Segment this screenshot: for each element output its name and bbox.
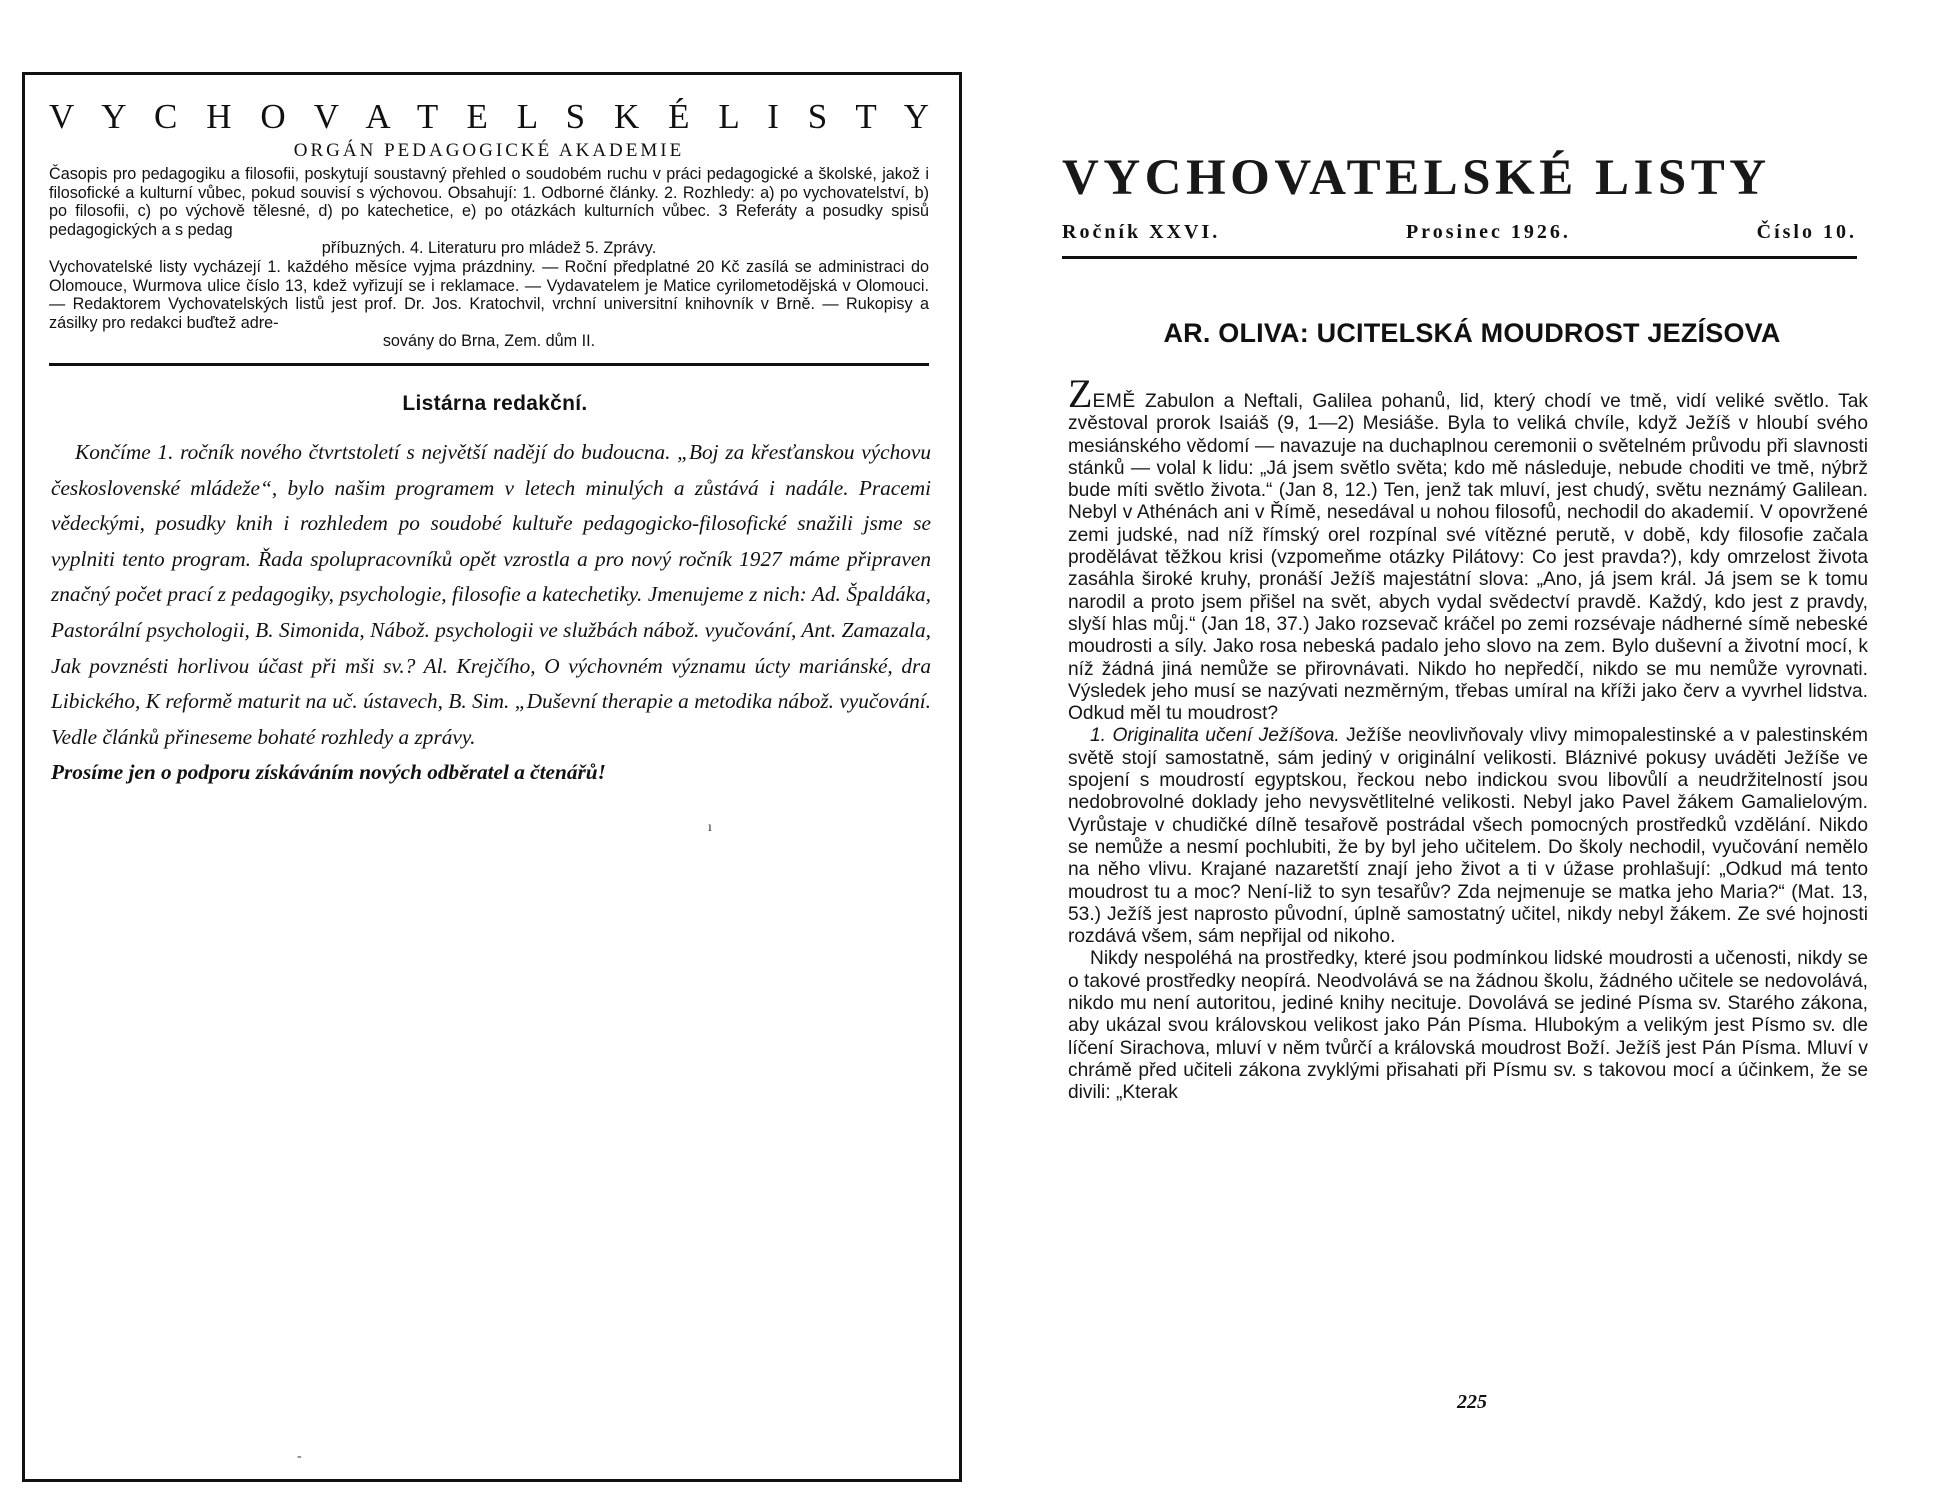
section-heading: Listárna redakční. <box>402 392 588 415</box>
masthead-paragraph-end: příbuzných. 4. Literaturu pro mládež 5. Zprávy. <box>321 239 657 258</box>
letter-part-1: Končíme 1. ročník nového čtvrtstoletí s největší nadějí do budoucna. „Boj za křesťanskou výchovu československé mládeže“, bylo našim programem v letech minulých a zůstává i nadále. Pracemi vědeckými, posudky knih i rozhledem po soudobé kultuře pedagogicko-filosofické snažili jsme se vyplniti tento program. Řada spolupracovníků opět vzrostla a pro nový ročník 1927 máme připraven značný počet prací z pedagogiky, psychologie, filosofie a katechetiky. Jmenujeme z nich: Ad. Špaldáka, <box>51 440 931 607</box>
right-page <box>1062 150 1932 1440</box>
masthead-title: V Y C H O V A T E L S K É L I S T Y <box>49 97 929 136</box>
masthead-rule <box>49 363 929 366</box>
letter-part-2: Pastorální psychologii, B. Simonida, Nábož. psychologii ve službách nábož. vyučování, Ant. Zamazala, Jak povznésti horlivou účast při mši sv.? Al. Krejčího, O výchovném významu úcty mariánské, dra Libického, K reformě maturit na uč. ústavech, B. Sim. „Duševní therapie a metodika nábož. vyučování. <box>51 617 931 714</box>
letter-text <box>51 435 931 755</box>
masthead-paragraph: Časopis pro pedagogiku a filosofii, poskytují soustavný přehled o soudobém ruchu v práci pedagogické a školské, jakož i filosofické a kulturní vůbec, pokud souvisí s výchovou. Obsahují: 1. Odborné články. 2. Rozhledy: a) po vychovatelství, b) po filosofii, c) po výchově tělesné, d) po katechetice, e) po otázkách kulturních vůbec. 3 Referáty a posudky spisů pedagogických a s pedag <box>49 165 929 239</box>
masthead-paragraph: Vychovatelské listy vycházejí 1. každého měsíce vyjma prázdniny. — Roční předplatné 20 Kč zasílá se administraci do Olomouce, Wurmova ulice číslo 13, kdež vyřizují se i reklamace. — Vydavatelem je Matice cyrilometodějská v Olomouci. — Redaktorem Vychovatelských listů jest prof. Dr. Jos. Kratochvil, vrchní universitní knihovník v Brně. — Rukopisy a zásilky pro redakci buďtež adre- <box>49 257 929 332</box>
letter-closing: Prosíme jen o podporu získáváním nových odběratel a čtenářů! <box>51 760 606 785</box>
paragraph-text: Ježíše neovlivňovaly vlivy mimopalestinské a v palestinském světě stojí samostatně, sám jediný v originální velikosti. Bláznivé pokusy uváděti Ježíše ve spojení s moudrostí egyptskou, řeckou nebo indickou svou libovůlí a neudržitelností jsou nedobrovolné doklady jeho nevysvětlitelné velikosti. Nebyl jako Pavel žákem Gamalielovým. Vyrůstaje v chudičké dílně tesařově postrádal všech pomocných prostředků vzdělání. Nikdo se nemůže a nesmí pochlubiti, že by byl jeho učitelem. Do školy nechodil, vyučování nemělo na něho vlivu. Krajané nazaretští znají jeho život a ti v úžase prohlašují: „Odkud má tento moudrost tu a moc? Není-liž to syn tesařův? Zda nejmenuje se matka jeho Maria?“ (Mat. 13, 53.) Ježíš jest naprosto původní, úplně samostatný učitel, nikdy nebyl žákem. Ze své hojnosti rozdává všem, sám nepřijal od nikoho. <box>1068 725 1868 948</box>
journal-title: VYCHOVATELSKÉ LISTY <box>1062 150 1771 206</box>
masthead-description <box>49 165 929 351</box>
volume-label: Ročník XXVI. <box>1062 221 1221 243</box>
page-number: 225 <box>1457 1391 1487 1413</box>
drop-cap: Z <box>1068 371 1093 416</box>
issue-number: Číslo 10. <box>1756 221 1857 243</box>
editorial-letter <box>51 435 931 791</box>
stray-mark: ı <box>708 820 712 835</box>
header-rule <box>1062 256 1857 259</box>
stray-mark: - <box>297 1449 302 1464</box>
masthead-subtitle: ORGÁN PEDAGOGICKÉ AKADEMIE <box>293 140 685 161</box>
article-title: AR. OLIVA: UCITELSKÁ MOUDROST JEZÍSOVA <box>1163 318 1781 348</box>
issue-info <box>1062 221 1857 244</box>
article-paragraph <box>1068 371 1868 725</box>
article-body <box>1068 371 1869 1105</box>
left-page <box>22 72 962 1482</box>
paragraph-text: Zabulon a Neftali, Galilea pohanů, lid, který chodí ve tmě, vidí veliké světlo. Tak zvěstoval prorok Isaiáš (9, 1—2) Mesiáše. Byla to veliká chvíle, když Ježíš v hloubí svého mesiánského vědomí — navazuje na duchaplnou ceremonii o světelném průvodu při slavnosti stánků — volal k lidu: „Já jsem světlo světa; kdo mě následuje, nebude choditi ve tmě, nýbrž bude míti světlo života.“ (Jan 8, 12.) Ten, jenž tak mluví, jest chudý, světu neznámý Galilean. Nebyl v Athénách ani v Římě, nesedával u nohou filosofů, nechodil do akademií. V opovržené zemi judské, nad níž římský orel rozpínal své vítězné perutě, v době, kdy filosofie začala prodělávat těžkou krisi (vzpomeňme otázky Pilátovy: Co jest pravda?), kdy omrzelost života zasáhla široké kruhy, pronáší Ježíš majestátní slova: „Ano, já jsem král. Já jsem se k tomu narodil a proto jsem přišel na svět, abych vydal svědectví pravdě. Každý, kdo jest z pravdy, slyší hlas můj.“ (Jan 18, 37.) Jako rozsevač kráčel po zemi rozsévaje nádherné símě nebeské moudrosti a síly. Jako rosa nebeská padalo jeho slovo na zem. Bylo duševní a životní mocí, k níž žádná jiná nemůže se přirovnávati. Nikdo ho nepředčí, nikdo se mu nemůže vyrovnati. Výsledek jeho musí se nazývati nezměrným, třebas umíral na kříži jako červ a vyvrhel lidstva. Odkud měl tu moudrost? <box>1068 391 1868 725</box>
issue-date: Prosinec 1926. <box>1405 221 1571 243</box>
masthead <box>49 97 929 351</box>
article-paragraph <box>1068 725 1868 948</box>
drop-cap-rest: EMĚ <box>1092 391 1136 412</box>
article-paragraph: Nikdy nespoléhá na prostředky, které jsou podmínkou lidské moudrosti a učenosti, nikdy se o takové prostředky neopírá. Neodvolává se na žádnou školu, žádného učitele se nedovolává, nikdo mu není autoritou, jediné knihy necituje. Dovolává se jediné Písma sv. Starého zákona, aby ukázal svou královskou velikost jako Pán Písma. Hlubokým a velikým jest Písmo sv. dle líčení Sirachova, mluví v něm tvůrčí a královská moudrost Boží. Ježíš jest Pán Písma. Mluví v chrámě před učiteli zákona zvyklými přisahati při Písmu sv. s takovou mocí a účinkem, že se divili: „Kterak <box>1068 948 1869 1104</box>
letter-part-3: Vedle článků přineseme bohaté rozhledy a zprávy. <box>51 724 476 749</box>
section-heading: 1. Originalita učení Ježíšova. <box>1090 725 1340 747</box>
masthead-paragraph-end: sovány do Brna, Zem. dům II. <box>382 332 596 351</box>
